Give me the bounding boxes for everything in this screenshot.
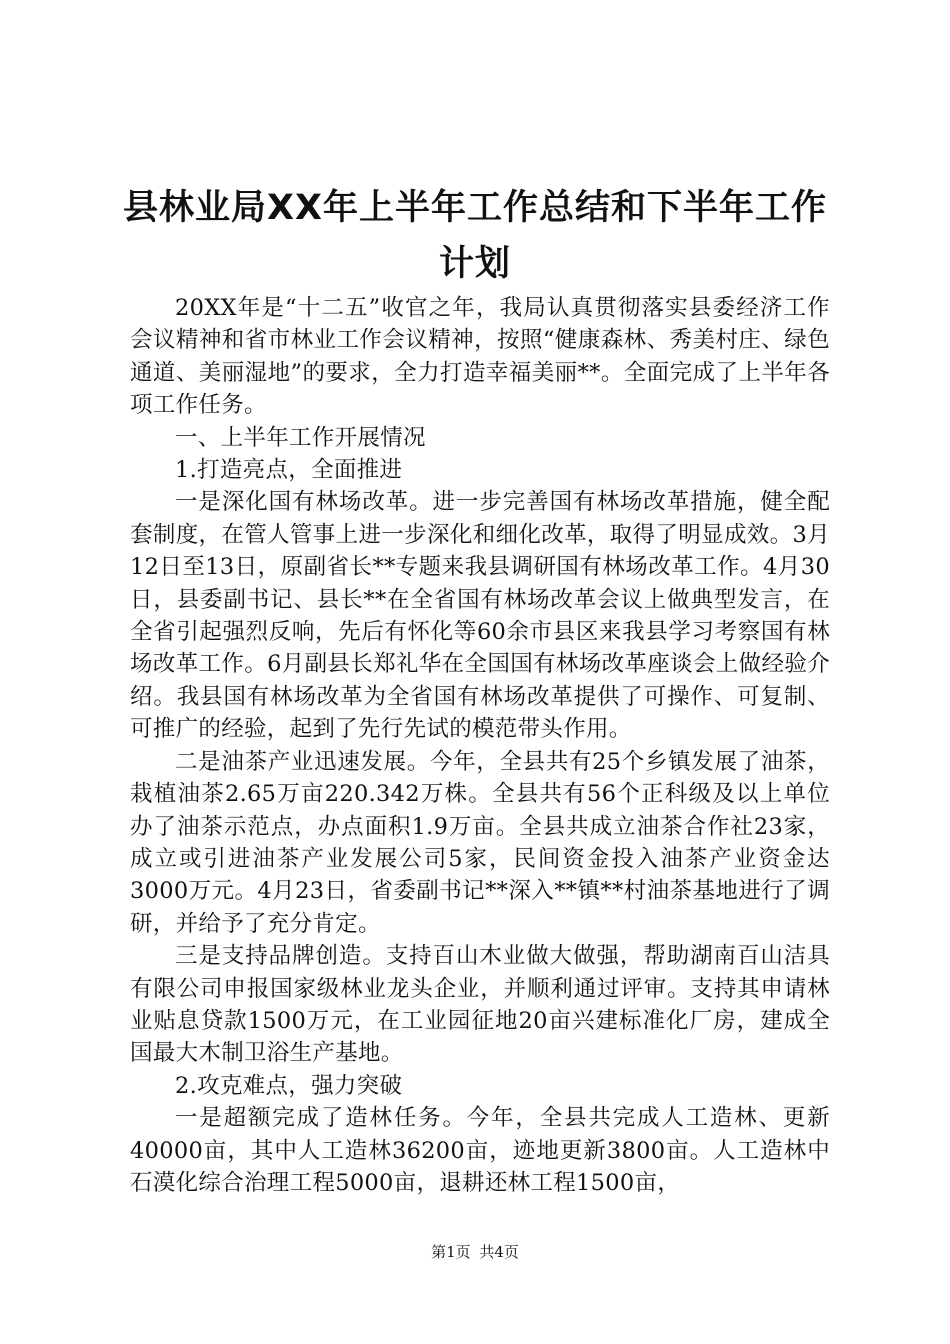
title-line-1: 县林业局XX年上半年工作总结和下半年工作 bbox=[123, 188, 827, 228]
document-body bbox=[130, 292, 830, 1199]
paragraph-oil-tea-industry: 二是油茶产业迅速发展。今年，全县共有25个乡镇发展了油茶，栽植油茶2.65万亩220.342万株。全县共有56个正科级及以上单位办了油茶示范点，办点面积1.9万亩。全县共成立油茶合作社23家，成立或引进油茶产业发展公司5家，民间资金投入油茶产业资金达3000万元。4月23日，省委副书记**深入**镇**村油茶基地进行了调研，并给予了充分肯定。 bbox=[130, 748, 830, 937]
page-footer bbox=[0, 1242, 950, 1262]
title-line-2: 计划 bbox=[438, 244, 511, 284]
paragraph-afforestation: 一是超额完成了造林任务。今年，全县共完成人工造林、更新40000亩，其中人工造林36200亩，迹地更新3800亩。人工造林中石漠化综合治理工程5000亩，退耕还林工程1500亩， bbox=[130, 1105, 830, 1196]
subsection-heading-1: 1.打造亮点，全面推进 bbox=[175, 457, 403, 484]
subsection-heading-2: 2.攻克难点，强力突破 bbox=[175, 1072, 403, 1099]
section-heading-1: 一、上半年工作开展情况 bbox=[175, 424, 426, 451]
page-number: 第1页 bbox=[431, 1243, 471, 1261]
page-total: 共4页 bbox=[479, 1243, 519, 1261]
paragraph-intro: 20XX年是“十二五”收官之年，我局认真贯彻落实县委经济工作会议精神和省市林业工作会议精神，按照“健康森林、秀美村庄、绿色通道、美丽湿地”的要求，全力打造幸福美丽**。全面完成了上半年各项工作任务。 bbox=[130, 295, 830, 419]
paragraph-forest-farm-reform: 一是深化国有林场改革。进一步完善国有林场改革措施，健全配套制度，在管人管事上进一步深化和细化改革，取得了明显成效。3月12日至13日，原副省长**专题来我县调研国有林场改革工作。4月30日，县委副书记、县长**在全省国有林场改革会议上做典型发言，在全省引起强烈反响，先后有怀化等60余市县区来我县学习考察国有林场改革工作。6月副县长郑礼华在全国国有林场改革座谈会上做经验介绍。我县国有林场改革为全省国有林场改革提供了可操作、可复制、可推广的经验，起到了先行先试的模范带头作用。 bbox=[130, 489, 830, 743]
document-title bbox=[110, 180, 840, 292]
paragraph-brand-support: 三是支持品牌创造。支持百山木业做大做强，帮助湖南百山洁具有限公司申报国家级林业龙头企业，并顺利通过评审。支持其申请林业贴息贷款1500万元，在工业园征地20亩兴建标准化厂房，建成全国最大木制卫浴生产基地。 bbox=[130, 943, 830, 1067]
